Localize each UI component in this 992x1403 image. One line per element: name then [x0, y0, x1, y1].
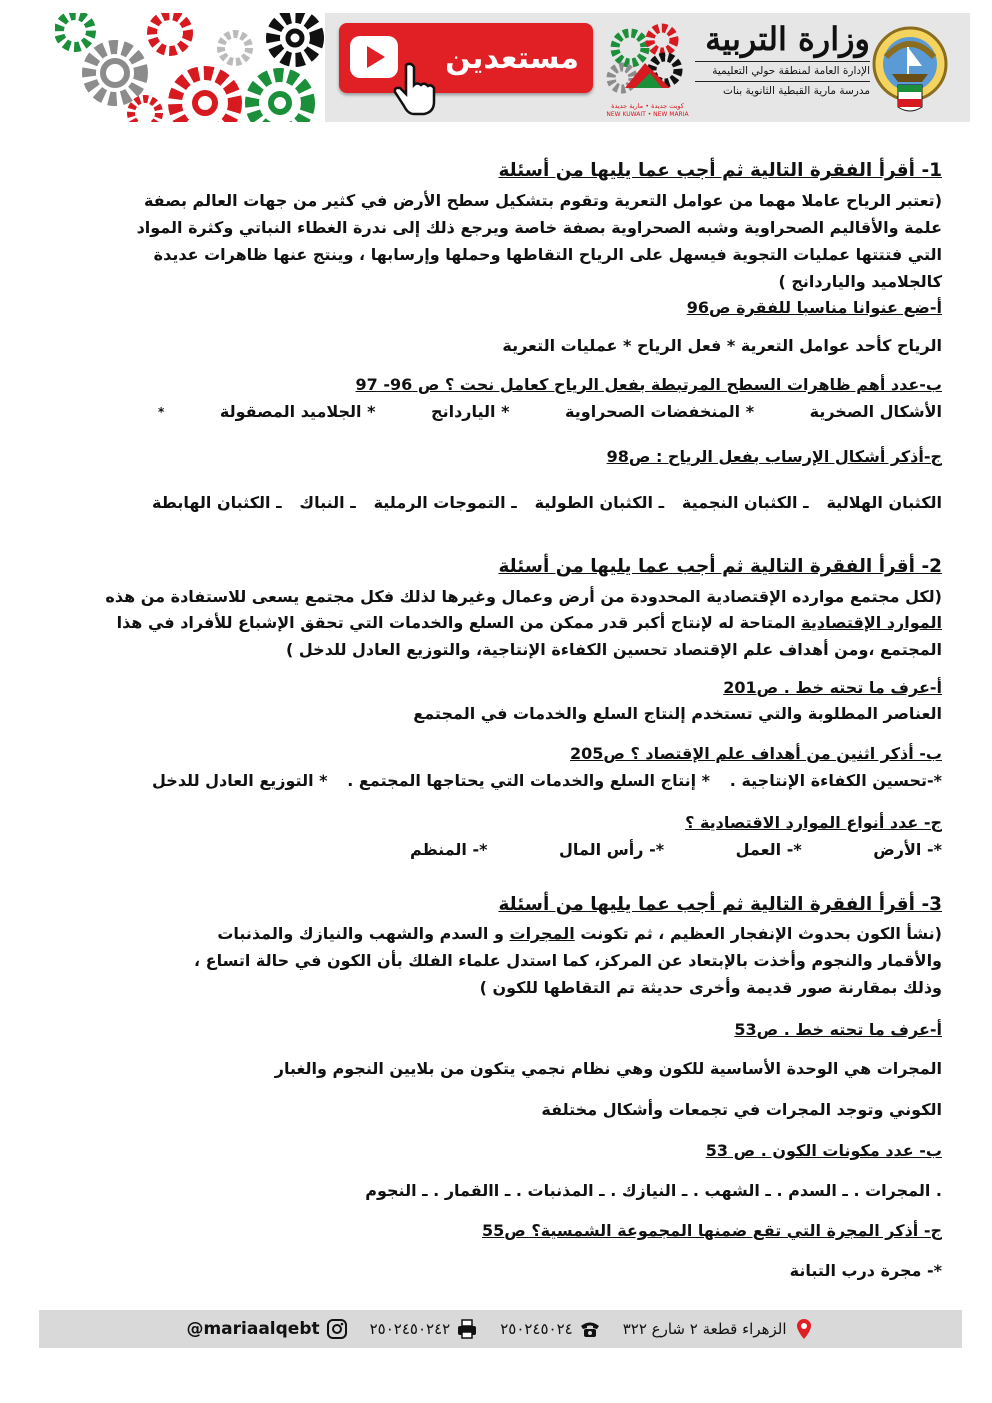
s1-b-item: * [158, 405, 165, 419]
s2-answer-a: العناصر المطلوبة والتي تستخدم إلنتاج السلع والخدمات في المجتمع [413, 704, 942, 723]
s2-c-item: *- المنظم [410, 840, 488, 859]
s2-b-item: * إنتاج السلع والخدمات التي يحتاجها المجتمع . [347, 771, 711, 790]
s1-question-c: ج-أذكر أشكال الإرساب بفعل الرياح : ص98 [606, 447, 942, 466]
s2-heading: 2- أقرأ الفقرة التالية ثم أجب عما يليها من أسئلة [498, 556, 942, 577]
s2-question-a: أ-عرف ما تحته خط . ص201 [723, 678, 942, 697]
s1-answer-b [158, 401, 942, 423]
s1-paragraph-line-4: كالجلاميد والياردانج ) [778, 272, 942, 291]
s1-paragraph-line-2: علمة والأقاليم الصحراوية وشبه الصحراوية بصفة خاصة ويرجع ذلك إلى ندرة الغطاء النباتي وكثرة المواد [136, 218, 942, 237]
s3-answer-c: *- مجرة درب التبانة [789, 1261, 942, 1280]
address-text: الزهراء قطعة ٢ شارع ٣٢٢ [622, 1320, 787, 1338]
s1-answer-c [152, 492, 942, 514]
s2-b-item: * التوزيع العادل للدخل [152, 771, 328, 790]
s1-b-item: الأشكال الصخرية [809, 402, 942, 421]
s3-line-1-start: (نشأ الكون بحدوث الإنفجار العظيم ، ثم تكونت [574, 924, 942, 943]
s1-c-item: الكثبان الهلالية [826, 493, 942, 512]
s1-c-item: ـ الكثبان الهابطة [152, 493, 282, 512]
s2-c-item: *- رأس المال [559, 840, 665, 859]
s1-paragraph-line-1: (تعتبر الرياح عاملا مهما من عوامل التعرية وتقوم بتشكيل سطح الأرض في كثير من جهات العالم بصفة [143, 191, 942, 210]
s3-answer-a-line-2: الكوني وتوجد المجرات في تجمعات وأشكال مختلفة [541, 1100, 942, 1119]
s3-paragraph-line-2: والأقمار والنجوم وأخذت بالإبتعاد عن المركز، كما استدل علماء الفلك بأن الكون في حالة اتساع ، [194, 951, 942, 970]
s2-paragraph-line-1: (لكل مجتمع موارده الإقتصادية المحدودة من أرض وعمال وغيرها لذلك فكل مجتمع يسعى للاستفادة من هذه [105, 587, 942, 606]
school-name: مدرسة مارية القبطية الثانوية بنات [695, 81, 870, 101]
s3-answer-a-line-1: المجرات هي الوحدة الأساسية للكون وهي نظام نجمي يتكون من بلايين النجوم والغبار [274, 1059, 942, 1078]
s1-c-item: ـ التموجات الرملية [373, 493, 517, 512]
footer-fax [370, 1318, 479, 1340]
s3-line-1-end: و السدم والشهب والنيازك والمذنبات [217, 924, 510, 943]
location-pin-icon [793, 1318, 815, 1340]
fax-printer-icon [456, 1318, 478, 1340]
s1-c-item: ـ النباك [299, 493, 356, 512]
instagram-icon [326, 1318, 348, 1340]
s2-b-item: *-تحسين الكفاءة الإنتاجية . [729, 771, 942, 790]
fax-number: ٢٥٠٢٤٥٠٢٤٢ [369, 1320, 451, 1338]
s1-b-item: * المنخفضات الصحراوية [565, 402, 755, 421]
footer-phone[interactable] [500, 1318, 601, 1340]
s2-answer-b [152, 770, 942, 792]
s2-paragraph-line-2-rest: المتاحة له لإنتاج أكبر قدر ممكن من السلع والخدمات التي تحقق الإشباع للأفراد في هذا [116, 613, 802, 632]
s2-paragraph-line-3: المجتمع ،ومن أهداف علم الإقتصاد تحسين الكفاءة الإنتاجية، والتوزيع العادل للدخل ) [286, 640, 942, 659]
footer-instagram[interactable] [186, 1318, 347, 1340]
s1-question-b: ب-عدد أهم ظاهرات السطح المرتبطة بفعل الرياح كعامل نحت ؟ ص 96- 97 [355, 375, 942, 394]
instagram-handle: @mariaalqebt [186, 1319, 320, 1339]
youtube-button-label: مستعدين [445, 40, 579, 76]
phone-number: ٢٥٠٢٤٥٠٢٤ [500, 1320, 573, 1338]
s3-answer-b: . المجرات . ـ السدم . ـ الشهب . ـ النيازك . ـ المذنبات . ـ االقمار . ـ النجوم [365, 1181, 942, 1200]
s1-answer-a: الرياح كأحد عوامل التعرية * فعل الرياح * عمليات التعرية [502, 336, 942, 355]
s1-c-item: ـ الكثبان الطولية [534, 493, 665, 512]
s1-b-item: * الجلاميد المصقولة [219, 402, 376, 421]
s3-underlined-term: المجرات [509, 924, 575, 943]
school-logo-caption-en: NEW KUWAIT • NEW MARIA [606, 111, 689, 118]
s3-heading: 3- أقرأ الفقرة التالية ثم أجب عما يليها من أسئلة [498, 894, 942, 915]
s1-paragraph-line-3: التي فتتتها عمليات التجوية فيسهل على الرياح التقاطها وحملها وإرسابها ، وينتج عنها ظاهرات عديدة [153, 245, 942, 264]
s2-paragraph-line-2 [116, 612, 942, 634]
s2-answer-c [410, 839, 942, 861]
s3-question-c: ج- أذكر المجرة التي تقع ضمنها المجموعة الشمسية؟ ص55 [481, 1221, 942, 1240]
s3-question-b: ب- عدد مكونات الكون . ص 53 [705, 1141, 942, 1160]
s3-paragraph-line-1 [217, 923, 942, 945]
footer-address [623, 1318, 815, 1340]
s1-b-item: * الياردانج [431, 402, 510, 421]
s2-c-item: *- الأرض [873, 840, 942, 859]
s1-heading: 1- أقرأ الفقرة التالية ثم أجب عما يليها من أسئلة [498, 160, 942, 181]
s1-c-item: ـ الكثبان النجمية [681, 493, 809, 512]
s2-question-b: ب- أذكر اثنين من أهداف علم الإقتصاد ؟ ص205 [570, 744, 942, 763]
s1-question-a: أ-ضع عنوانا مناسبا للفقرة ص96 [686, 298, 942, 317]
s3-paragraph-line-3: وذلك بمقارنة صور قديمة وأخرى حديثة تم التقاطها للكون ) [479, 978, 942, 997]
directorate-name: الإدارة العامة لمنطقة حولي التعليمية [695, 61, 870, 81]
page-footer [39, 1310, 962, 1348]
s3-question-a: أ-عرف ما تحته خط . ص53 [734, 1020, 942, 1039]
s2-question-c: ج- عدد أنواع الموارد الاقتصادية ؟ [685, 813, 942, 832]
s2-underlined-term: الموارد الإقتصادية [801, 613, 942, 632]
s2-c-item: *- العمل [735, 840, 802, 859]
school-logo-caption: كويت جديدة • مارية جديدة [611, 102, 684, 110]
telephone-icon [579, 1318, 601, 1340]
ministry-title: وزارة التربية [705, 20, 870, 58]
